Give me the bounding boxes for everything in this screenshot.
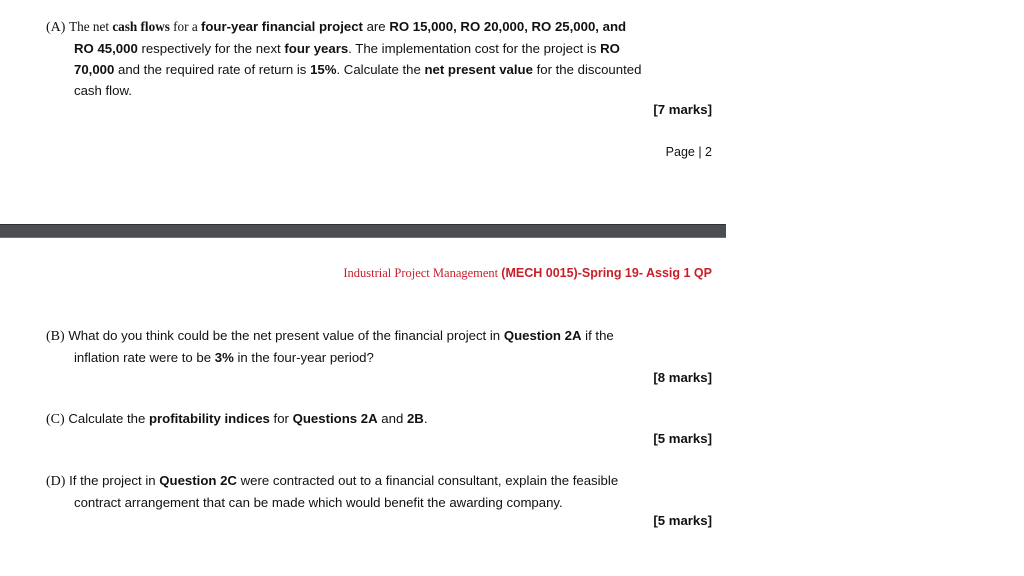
question-d-line-2 — [46, 492, 726, 513]
question-b-text: Question 2A — [503, 328, 582, 343]
question-c-marks: [5 marks] — [653, 431, 712, 446]
question-a-text: respectively for the next — [137, 41, 285, 56]
question-d-text: Question 2C — [159, 473, 237, 488]
question-a-text: . Calculate the — [336, 62, 425, 77]
page-header — [200, 266, 712, 281]
question-a-text: four-year financial project — [200, 19, 363, 34]
question-a-text: . The implementation cost for the project is — [348, 41, 601, 56]
question-d-line-1 — [46, 470, 726, 492]
question-a-text: RO — [600, 41, 620, 56]
question-c-text: profitability indices — [148, 411, 270, 426]
question-b-text: inflation rate were to be — [74, 350, 215, 365]
question-a-text: four years — [284, 41, 349, 56]
question-a-text: cash flow. — [74, 83, 132, 98]
question-a-text: RO 45,000 — [74, 41, 138, 56]
question-d — [46, 470, 726, 513]
question-a-line-4 — [46, 80, 726, 101]
question-b-line-1 — [46, 325, 726, 347]
question-a-marks: [7 marks] — [653, 102, 712, 117]
question-a-text: net present value — [424, 62, 533, 77]
page-number: Page | 2 — [665, 145, 712, 159]
question-c — [46, 408, 726, 430]
question-c-text: Questions 2A — [292, 411, 378, 426]
question-a-line-2 — [46, 38, 726, 59]
question-a-text: for a — [169, 19, 201, 34]
question-a-text: for the discounted — [532, 62, 642, 77]
question-c-text: 2B — [406, 411, 424, 426]
question-c-line-1 — [46, 408, 726, 430]
question-a-text: and the required rate of return is — [114, 62, 311, 77]
question-d-text: were contracted out to a financial consultant, explain the feasible — [236, 473, 619, 488]
question-d-marks: [5 marks] — [653, 513, 712, 528]
question-d-text: contract arrangement that can be made which would benefit the awarding company. — [74, 495, 563, 510]
question-d-label: (D) — [46, 474, 66, 489]
question-b-text: What do you think could be the net present value of the financial project in — [68, 328, 504, 343]
question-c-label: (C) — [46, 412, 65, 427]
question-a-line-3 — [46, 59, 726, 80]
question-b-line-2 — [46, 347, 726, 368]
question-c-text: for — [269, 411, 293, 426]
question-c-text: Calculate the — [68, 411, 149, 426]
question-b — [46, 325, 726, 368]
question-b-text: 3% — [214, 350, 234, 365]
question-a-text: 15% — [310, 62, 337, 77]
question-c-text: . — [423, 411, 428, 426]
question-a-line-1 — [46, 16, 726, 38]
page-header-course: Industrial Project Management — [343, 266, 502, 280]
question-b-text: in the four-year period? — [233, 350, 374, 365]
question-a-text: cash flows — [112, 19, 170, 34]
question-b-label: (B) — [46, 329, 65, 344]
question-b-text: if the — [581, 328, 614, 343]
question-d-text: If the project in — [69, 473, 160, 488]
page-header-code: (MECH 0015)-Spring 19- Assig 1 QP — [501, 266, 712, 280]
question-a — [46, 16, 726, 101]
question-a-text: are — [362, 19, 390, 34]
question-a-label: (A) — [46, 20, 66, 35]
question-a-text: 70,000 — [74, 62, 115, 77]
question-a-text: RO 15,000, RO 20,000, RO 25,000, and — [389, 19, 627, 34]
question-a-text: The net — [69, 19, 113, 34]
question-b-marks: [8 marks] — [653, 370, 712, 385]
page-divider — [0, 224, 726, 238]
question-c-text: and — [377, 411, 407, 426]
